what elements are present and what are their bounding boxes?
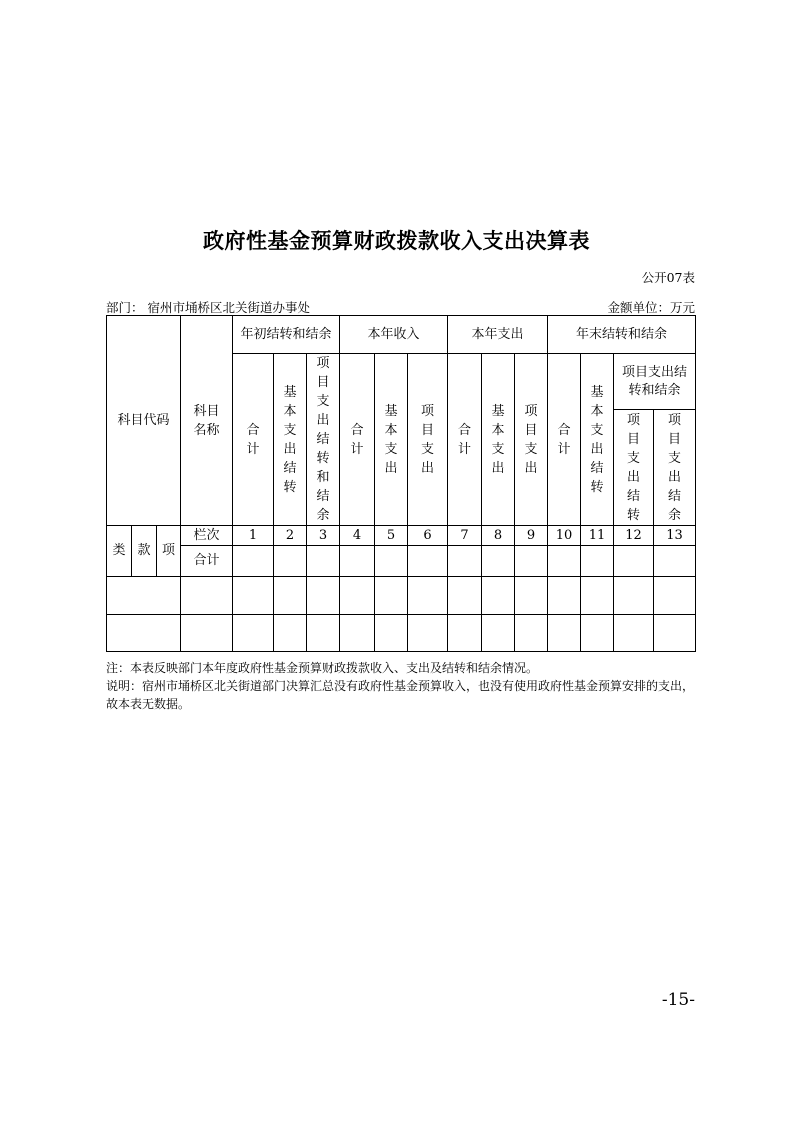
kuan-header: 款 [132, 526, 157, 577]
data-cell [515, 577, 548, 615]
data-cell [107, 577, 181, 615]
group-closing: 年末结转和结余 [548, 316, 696, 354]
total-row-label: 合计 [181, 546, 233, 577]
col-number: 6 [408, 526, 448, 546]
data-cell [233, 615, 274, 652]
group-opening [233, 316, 340, 354]
col-number: 7 [448, 526, 482, 546]
expense-basic-header [482, 354, 515, 526]
data-cell [181, 615, 233, 652]
data-cell [482, 577, 515, 615]
data-cell [274, 615, 307, 652]
expense-project-header [515, 354, 548, 526]
form-number: 公开07表 [641, 270, 695, 285]
subject-code-header: 科目代码 [107, 316, 181, 526]
data-cell [274, 546, 307, 577]
opening-basic-header [274, 354, 307, 526]
data-cell [340, 577, 375, 615]
data-cell [233, 577, 274, 615]
lanci-label: 栏次 [181, 526, 233, 546]
opening-project-header [307, 354, 340, 526]
group-expense: 本年支出 [448, 316, 548, 354]
closing-project-balance-header [654, 410, 696, 526]
expense-basic-text: 基本支出 [491, 403, 505, 476]
col-number: 10 [548, 526, 581, 546]
xiang-header: 项 [157, 526, 181, 577]
data-cell [654, 577, 696, 615]
department-line [106, 298, 310, 316]
expense-total-header [448, 354, 482, 526]
page-number: -15- [661, 990, 695, 1010]
col-number: 9 [515, 526, 548, 546]
data-cell [408, 577, 448, 615]
data-cell [181, 577, 233, 615]
col-number: 1 [233, 526, 274, 546]
col-number: 3 [307, 526, 340, 546]
closing-project-balance-text: 项目支出结余 [667, 412, 681, 523]
data-cell [614, 615, 654, 652]
data-cell [107, 615, 181, 652]
data-cell [581, 615, 614, 652]
budget-table [106, 315, 696, 652]
closing-project-carry-header [614, 410, 654, 526]
data-cell [448, 546, 482, 577]
data-cell [340, 546, 375, 577]
group-opening-text: 年初结转和结余 [240, 326, 332, 342]
closing-total-header [548, 354, 581, 526]
col-number: 8 [482, 526, 515, 546]
department-label: 部门： [106, 300, 144, 315]
notes [106, 659, 696, 713]
data-cell [233, 546, 274, 577]
data-cell [515, 546, 548, 577]
lei-header: 类 [107, 526, 132, 577]
col-number: 2 [274, 526, 307, 546]
data-cell [307, 615, 340, 652]
closing-basic-header [581, 354, 614, 526]
opening-total-header [233, 354, 274, 526]
expense-project-text: 项目支出 [524, 403, 538, 476]
data-cell [375, 615, 408, 652]
income-basic-text: 基本支出 [384, 403, 398, 476]
col-number: 13 [654, 526, 696, 546]
expense-total-text: 合计 [457, 422, 471, 457]
data-cell [581, 577, 614, 615]
opening-total-text: 合计 [246, 422, 260, 457]
income-total-text: 合计 [350, 422, 364, 457]
closing-total-text: 合计 [557, 422, 571, 457]
data-cell [581, 546, 614, 577]
income-total-header [340, 354, 375, 526]
data-cell [307, 577, 340, 615]
income-basic-header [375, 354, 408, 526]
closing-project-carry-text: 项目支出结转 [626, 412, 640, 523]
data-cell [654, 546, 696, 577]
data-cell [375, 577, 408, 615]
data-cell [408, 546, 448, 577]
data-cell [408, 615, 448, 652]
subject-name-text: 科目名称 [193, 403, 220, 438]
data-cell [614, 546, 654, 577]
col-number: 4 [340, 526, 375, 546]
note-line: 注：本表反映部门本年度政府性基金预算财政拨款收入、支出及结转和结余情况。 [106, 661, 539, 675]
group-income: 本年收入 [340, 316, 448, 354]
data-cell [375, 546, 408, 577]
data-cell [307, 546, 340, 577]
opening-basic-text: 基本支出结转 [283, 384, 297, 495]
data-cell [548, 577, 581, 615]
col-number: 5 [375, 526, 408, 546]
page-title: 政府性基金预算财政拨款收入支出决算表 [203, 229, 590, 253]
closing-project-group-header [614, 354, 696, 410]
data-cell [548, 615, 581, 652]
income-project-text: 项目支出 [420, 403, 434, 476]
data-cell [482, 546, 515, 577]
income-project-header [408, 354, 448, 526]
col-number: 12 [614, 526, 654, 546]
closing-project-group-text: 项目支出结转和结余 [621, 364, 687, 398]
col-number: 11 [581, 526, 614, 546]
data-cell [614, 577, 654, 615]
closing-basic-text: 基本支出结转 [590, 384, 604, 495]
data-cell [482, 615, 515, 652]
subject-name-header [181, 316, 233, 526]
data-cell [448, 615, 482, 652]
department-name: 宿州市埇桥区北关街道办事处 [147, 300, 311, 315]
data-cell [448, 577, 482, 615]
data-cell [515, 615, 548, 652]
opening-project-text: 项目支出结转和结余 [316, 356, 330, 523]
amount-unit: 金额单位：万元 [607, 300, 695, 315]
data-cell [274, 577, 307, 615]
data-cell [548, 546, 581, 577]
data-cell [340, 615, 375, 652]
data-cell [654, 615, 696, 652]
explanation-line: 说明：宿州市埇桥区北关街道部门决算汇总没有政府性基金预算收入，也没有使用政府性基金预算安排的支出，故本表无数据。 [106, 679, 695, 711]
